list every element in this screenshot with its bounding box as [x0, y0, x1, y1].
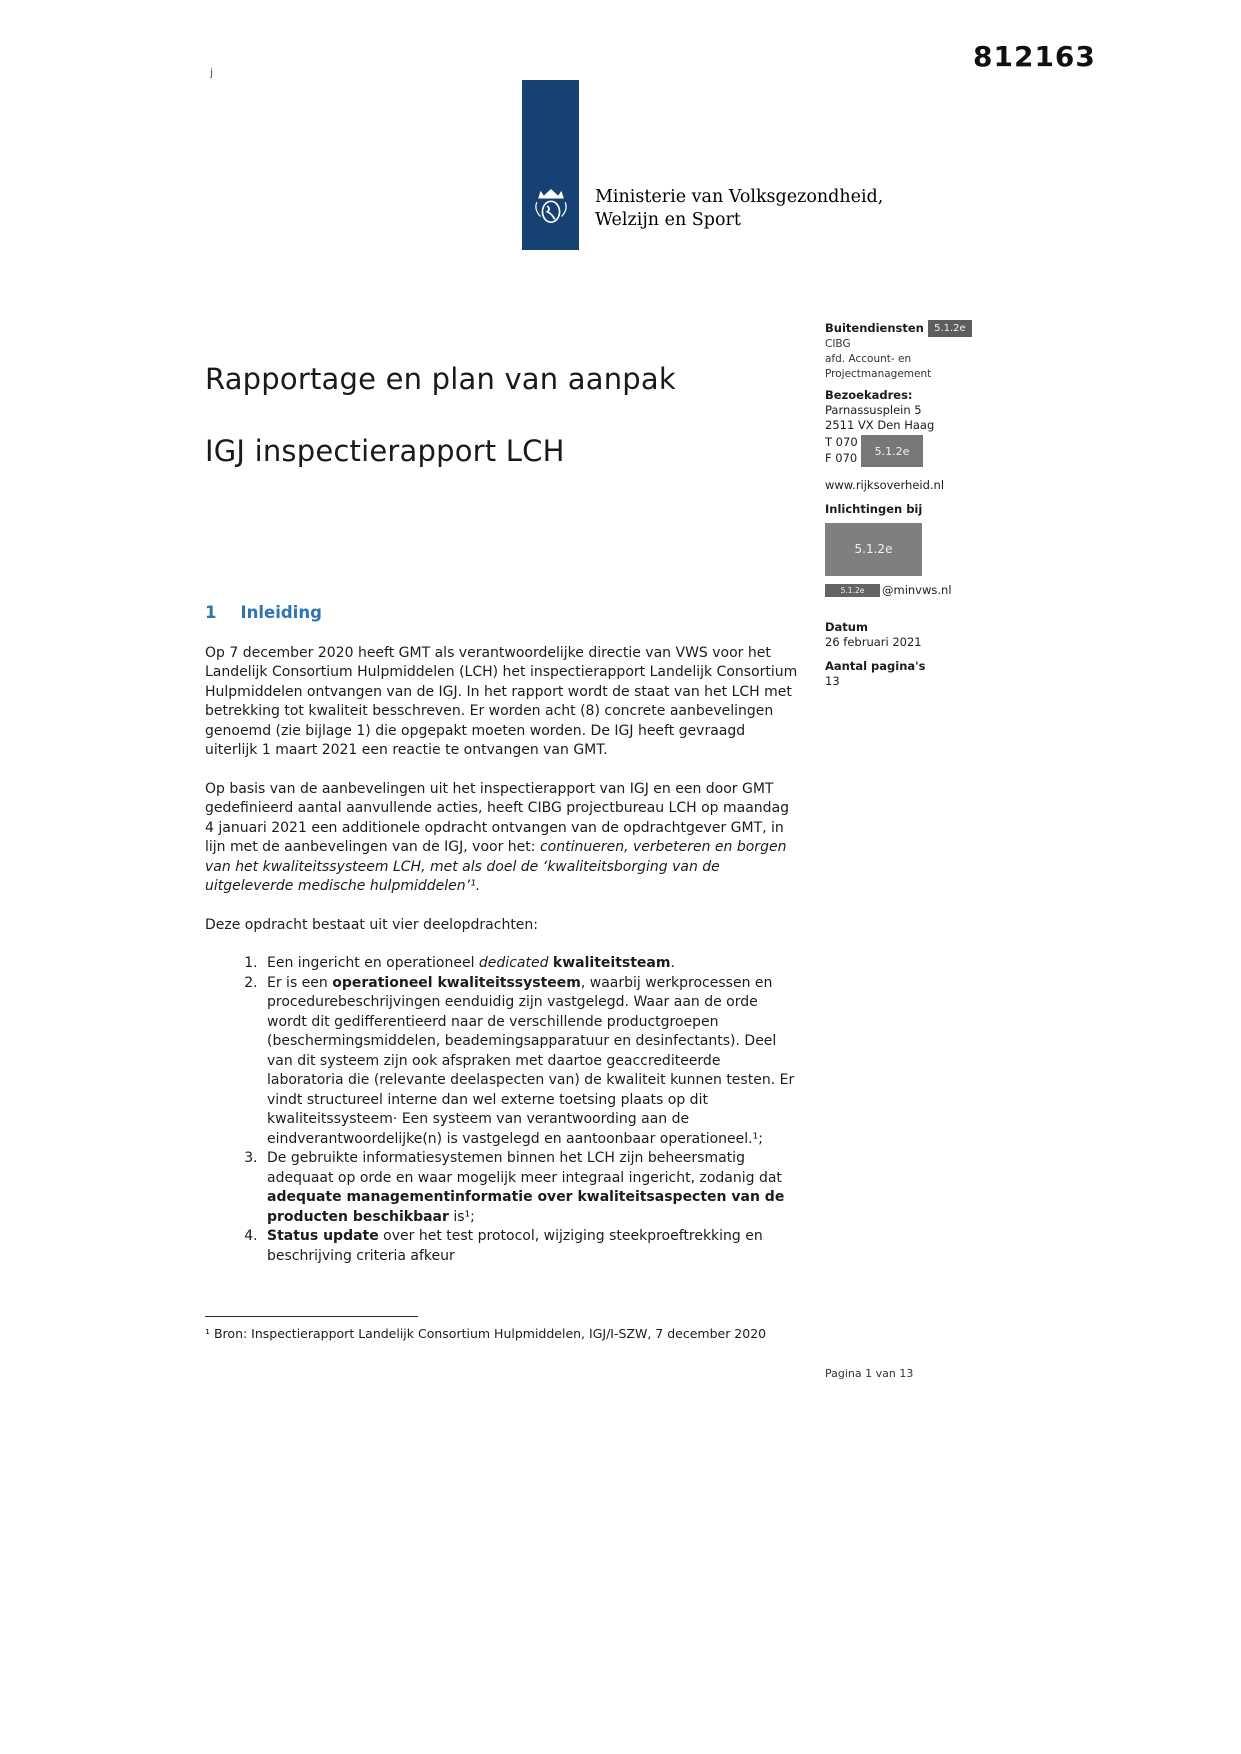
department-label: Buitendiensten [825, 321, 924, 335]
website-link[interactable]: www.rijksoverheid.nl [825, 478, 945, 492]
date-value: 26 februari 2021 [825, 635, 922, 649]
main-text-column [205, 603, 801, 1266]
redaction-box: 5.1.2e [928, 320, 972, 337]
stamp-number: 812163 [973, 40, 1096, 73]
list-item: 4. Status update over het test protocol, wijziging steekproeftrekking en beschrijving criteria afkeur [262, 1227, 801, 1266]
list-item: 1. Een ingericht en operationeel dedicated kwaliteitsteam. [262, 954, 801, 974]
visit-address-line2: 2511 VX Den Haag [825, 418, 935, 432]
department-row [825, 320, 1005, 337]
pages-label: Aantal pagina's [825, 659, 926, 673]
afd-line2: Projectmanagement [825, 368, 932, 380]
paragraph-2: Op basis van de aanbevelingen uit het inspectierapport van IGJ en een door GMT gedefinieerd aantal aanvullende acties, heeft CIBG projectbureau LCH op maandag 4 januari 2021 een additionele opdracht ontvangen van de opdrachtgever GMT, in lijn met de aanbevelingen van de IGJ, voor het: continueren, verbeteren en borgen van het kwaliteitssysteem LCH, met als doel de ‘kwaliteitsborging van de uitgeleverde medische hulpmiddelen’¹. [205, 780, 790, 894]
ministry-name [595, 186, 883, 232]
section-number: 1 [205, 603, 217, 622]
document-title-line1: Rapportage en plan van aanpak [205, 362, 676, 396]
paragraph-1: Op 7 december 2020 heeft GMT als verantwoordelijke directie van VWS voor het Landelijk Consortium Hulpmiddelen (LCH) het inspectierapport Landelijk Consortium Hulpmiddelen ontvangen van de IGJ. In het rapport wordt de staat van het LCH met betrekking tot kwaliteit besschreven. Er worden acht (8) concrete aanbevelingen genoemd (zie bijlage 1) die opgepakt moeten worden. De IGJ heeft gevraagd uiterlijk 1 maart 2021 een reactie te ontvangen van GMT. [205, 644, 798, 758]
ministry-name-line1: Ministerie van Volksgezondheid, [595, 187, 884, 207]
phone-f: F 070 [825, 451, 858, 465]
redaction-box: 5.1.2e [825, 584, 880, 597]
section-heading [205, 603, 801, 623]
contact-label: Inlichtingen bij [825, 502, 923, 516]
list-item: 2. Er is een operationeel kwaliteitssysteem, waarbij werkprocessen en procedurebeschrijvingen eenduidig zijn vastgelegd. Waar aan de orde wordt dit gedifferentieerd naar de verschillende productgroepen (beschermingsmiddelen, beademingsapparatuur en desinfectants). Deel van dit systeem zijn ook afspraken met daartoe geaccrediteerde laboratoria die (relevante deelaspecten van) de kwaliteit kunnen testen. Er vindt structureel interne dan wel externe toetsing plaats op dit kwaliteitssysteem· Een systeem van verantwoording aan de eindverantwoordelijke(n) is vastgelegd en aantoonbaar operationeel.¹; [262, 974, 801, 1150]
corner-mark: j [210, 66, 214, 79]
email-row [825, 583, 1005, 598]
footnote [205, 1316, 845, 1341]
pages-value: 13 [825, 674, 840, 688]
redaction-box: 5.1.2e [825, 523, 922, 576]
redaction-box: 5.1.2e [861, 435, 923, 467]
footnote-rule [205, 1316, 418, 1317]
pages-group [825, 659, 1005, 689]
phone-t: T 070 [825, 435, 858, 449]
page-number: Pagina 1 van 13 [825, 1367, 914, 1380]
coat-of-arms-icon [532, 186, 570, 228]
org-name: CIBG [825, 338, 851, 350]
logo-blue-ribbon [522, 80, 579, 250]
section-title: Inleiding [240, 603, 322, 622]
visit-address-label: Bezoekadres: [825, 388, 913, 402]
date-group [825, 620, 1005, 650]
date-label: Datum [825, 620, 868, 634]
deelopdrachten-list [262, 954, 801, 1266]
afd-line1: afd. Account- en [825, 353, 912, 365]
footnote-text: ¹ Bron: Inspectierapport Landelijk Consortium Hulpmiddelen, IGJ/I-SZW, 7 december 2020 [205, 1326, 767, 1341]
ministry-name-line2: Welzijn en Sport [595, 210, 741, 230]
list-intro: Deze opdracht bestaat uit vier deelopdrachten: [205, 916, 539, 933]
visit-address-line1: Parnassusplein 5 [825, 403, 922, 417]
letterhead-sidebar [825, 320, 1005, 689]
document-title-line2: IGJ inspectierapport LCH [205, 434, 565, 468]
email-suffix: @minvws.nl [882, 583, 952, 597]
list-item: 3. De gebruikte informatiesystemen binnen het LCH zijn beheersmatig adequaat op orde en waar mogelijk meer integraal ingericht, zodanig dat adequate managementinformatie over kwaliteitsaspecten van de producten beschikbaar is¹; [262, 1149, 801, 1227]
phone-block [825, 435, 1005, 467]
